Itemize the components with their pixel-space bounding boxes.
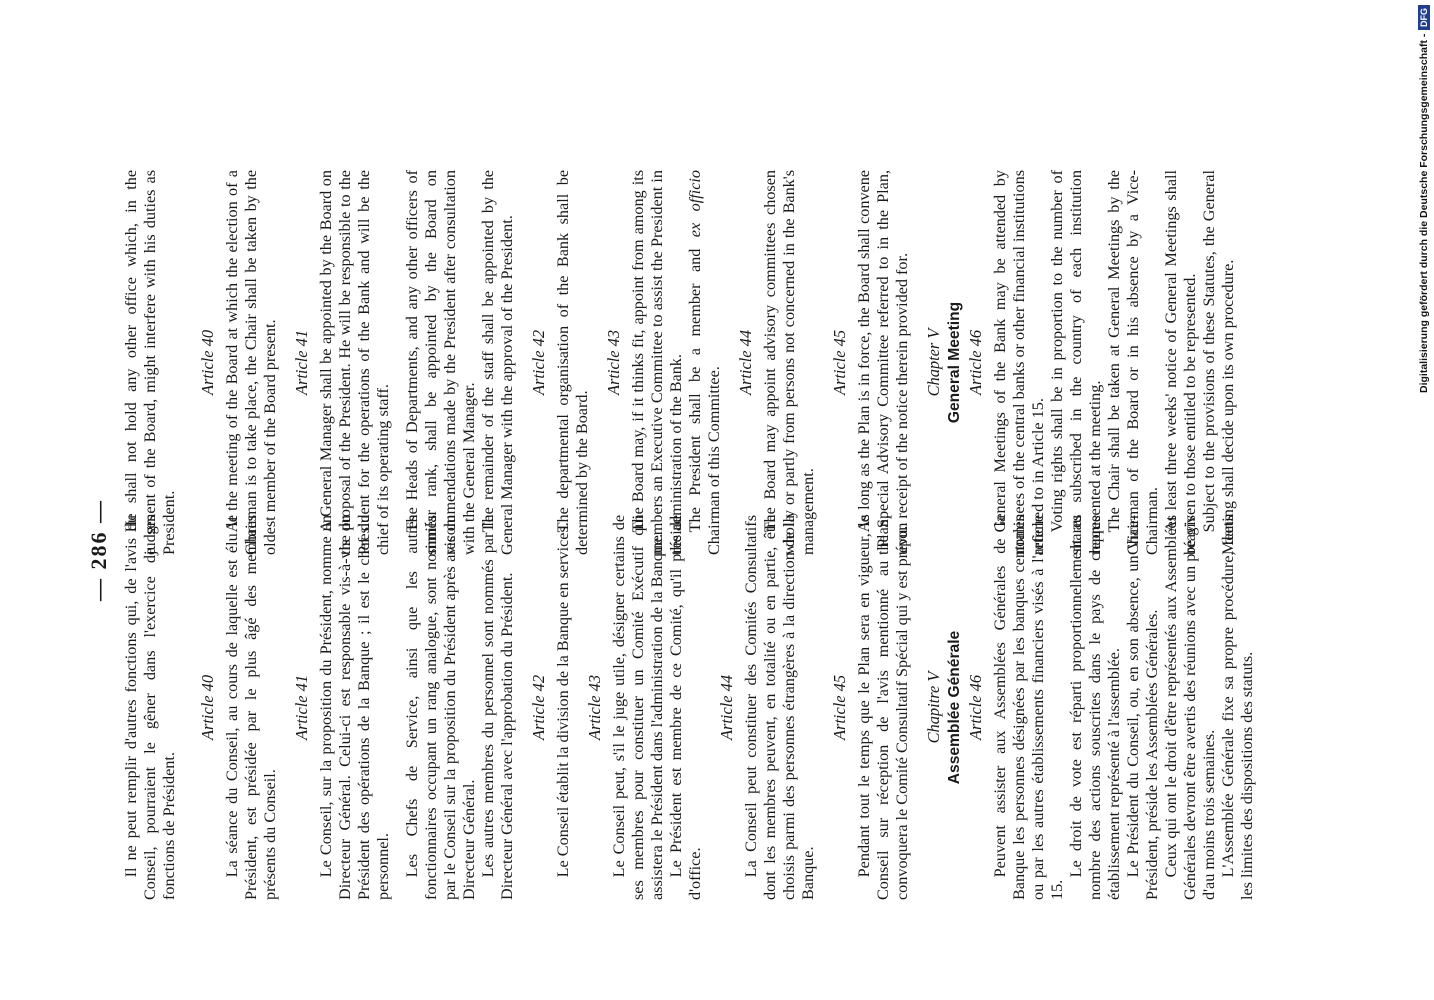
article-paragraph: Le Conseil, sur la proposition du Président, nomme un Directeur Général. Celui-ci est responsable vis-à-vis du Président des opérations de la Banque ; il est le chef du personnel. <box>317 515 392 900</box>
text-run: Chairman of this Committee. <box>705 366 723 555</box>
article-heading: Article 43 <box>604 329 623 396</box>
article-paragraph: Les Chefs de Service, ainsi que les autres fonctionnaires occupant un rang analogue, sont nommés par le Conseil sur la proposition du Président après avis du Directeur Général. <box>403 515 478 900</box>
dfg-logo: DFG <box>1418 5 1430 30</box>
article-paragraph: Les autres membres du personnel sont nommés par le Directeur Général avec l'approbation du Président. <box>479 515 516 900</box>
article-paragraph: Le Président est membre de ce Comité, qu'il préside d'office. <box>667 515 704 900</box>
article-paragraph: The Board may appoint advisory committees chosen wholly or partly from persons not concerned in the Bank's management. <box>761 170 817 555</box>
article-paragraph: Pendant tout le temps que le Plan sera en vigueur, le Conseil sur réception de l'avis mentionné au Plan, convoquera le Comité Consultatif Spécial qui y est prévu. <box>855 515 911 900</box>
article-paragraph: The departmental organisation of the Bank shall be determined by the Board. <box>554 170 591 555</box>
en-article-45 <box>830 170 912 555</box>
article-paragraph: Peuvent assister aux Assemblées Générales de la Banque les personnes désignées par les banques centrales ou par les autres établissements financiers visés à l'article 15. <box>991 515 1066 900</box>
french-column <box>122 515 1257 900</box>
article-heading: Article 44 <box>717 674 736 741</box>
article-heading: Article 46 <box>966 329 985 396</box>
credit-text: Digitalisierung gefördert durch die Deutsche Forschungsgemeinschaft - <box>1418 33 1430 393</box>
en-article-42 <box>529 170 592 555</box>
english-column <box>122 170 1238 555</box>
article-heading: Article 43 <box>585 674 604 741</box>
article-heading: Article 41 <box>292 674 311 741</box>
en-article-43 <box>604 170 724 555</box>
article-paragraph: La Conseil peut constituer des Comités Consultatifs dont les membres peuvent, en totalité ou en partie, être choisis parmi des personnes étrangères à la direction de la Banque. <box>742 515 817 900</box>
chapter-heading: Chapter V <box>924 328 943 397</box>
article-heading: Article 42 <box>529 329 548 396</box>
chapter-title: General Meeting <box>946 301 963 424</box>
article-paragraph: At least three weeks' notice of General Meetings shall be given to those entitled to be represented. <box>1162 170 1199 555</box>
article-paragraph: Le Conseil établit la division de la Banque en services. <box>554 522 572 878</box>
article-paragraph: La séance du Conseil, au cours de laquelle est élu le Président, est présidée par le plus âgé des membres présents du Conseil. <box>223 515 279 900</box>
fr-article-41 <box>292 515 517 900</box>
chapter-heading: Chapitre V <box>924 671 943 744</box>
article-heading: Article 45 <box>830 329 849 396</box>
fr-article-44 <box>717 515 818 900</box>
fr-article-43 <box>585 515 705 900</box>
article-paragraph: As long as the Plan is in force, the Board shall convene the Special Advisory Committee referred to in the Plan, upon receipt of the notice therein provided for. <box>855 170 911 555</box>
article-paragraph: The remainder of the staff shall be appointed by the General Manager with the approval of the President. <box>479 170 516 555</box>
article-paragraph: L'Assemblée Générale fixe sa propre procédure, dans les limites des dispositions des statuts. <box>1219 515 1256 900</box>
chapter-title: Assemblée Générale <box>946 630 963 785</box>
fr-article-45 <box>830 515 912 900</box>
article-heading: Article 45 <box>830 674 849 741</box>
article-paragraph: Le Conseil peut, s'il le juge utile, désigner certains de ses membres pour constituer un Comité Exécutif qui assistera le Président dans l'administration de la Banque. <box>610 515 666 900</box>
en-article-46 <box>966 170 1238 555</box>
article-heading: Article 46 <box>966 674 985 741</box>
article-paragraph: General Meetings of the Bank may be attended by nominees of the central banks or other financial institutions referred to in Article 15. <box>991 170 1047 555</box>
article-paragraph: Voting rights shall be in proportion to the number of shares subscribed in the country of each institution represented at the meeting. <box>1048 170 1104 555</box>
article-paragraph: Subject to the provisions of these Statutes, the General Meeting shall decide upon its own procedure. <box>1200 170 1237 555</box>
fr-article-46 <box>966 515 1257 900</box>
fr-article-40 <box>198 515 280 900</box>
article-paragraph: A General Manager shall be appointed by the Board on the proposal of the President. He will be responsible to the President for the operations of the Bank and will be the chief of its operating staff. <box>317 170 392 555</box>
article-paragraph: The Board may, if it thinks fit, appoint from among its members an Executive Committee to assist the President in the administration of the Bank. <box>629 170 685 555</box>
article-heading: Article 44 <box>736 329 755 396</box>
article-heading: Article 40 <box>198 329 217 396</box>
text-run: The President shall be a member and <box>686 237 704 533</box>
article-paragraph: Le droit de vote est réparti proportionnellement au nombre des actions souscrites dans le pays de chaque établissement représenté à l'assemblée. <box>1067 515 1123 900</box>
en-article-40 <box>198 170 280 555</box>
article-heading: Article 42 <box>529 674 548 741</box>
en-article-44 <box>736 170 818 555</box>
italic-term: ex officio <box>686 170 704 238</box>
en-intro: He shall not hold any other office which, in the judgment of the Board, might interfere with his duties as President. <box>122 170 178 555</box>
article-paragraph: Ceux qui ont le droit d'être représentés aux Assemblées Générales devront être avertis des réunions avec un préavis d'au moins trois semaines. <box>1162 515 1218 900</box>
article-paragraph: At the meeting of the Board at which the election of a Chairman is to take place, the Chair shall be taken by the oldest member of the Board present. <box>223 170 279 555</box>
article-heading: Article 40 <box>198 674 217 741</box>
article-paragraph: Le Président du Conseil, ou, en son absence, un Vice-Président, préside les Assemblées Générales. <box>1124 515 1161 900</box>
article-heading: Article 41 <box>292 329 311 396</box>
document-page <box>0 100 1434 1000</box>
fr-article-42 <box>529 515 573 900</box>
page-number: — 286 — <box>86 499 111 601</box>
fr-intro: Il ne peut remplir d'autres fonctions qui, de l'avis du Conseil, pourraient le gêner dans l'exercice de ses fonctions de Président. <box>122 515 178 900</box>
en-article-41 <box>292 170 517 555</box>
article-paragraph: The Heads of Departments, and any other officers of similar rank, shall be appointed by the Board on recommendations made by the President after consultation with the General Manager. <box>403 170 478 555</box>
article-paragraph: The Chair shall be taken at General Meetings by the Chairman of the Board or in his absence by a Vice-Chairman. <box>1105 170 1161 555</box>
article-paragraph <box>686 170 724 555</box>
